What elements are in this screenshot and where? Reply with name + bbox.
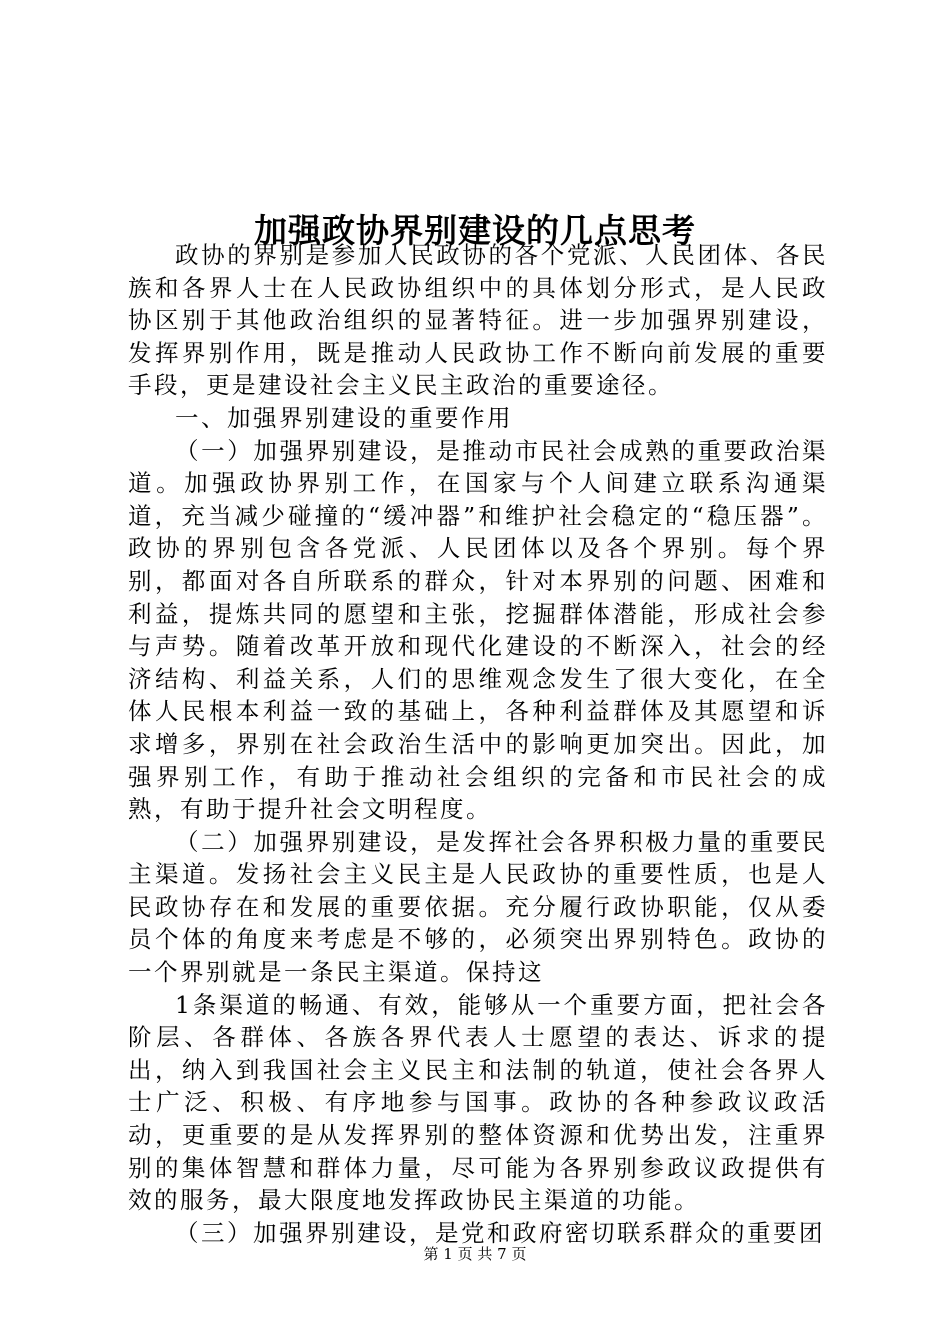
document-title: 加强政协界别建设的几点思考 — [254, 211, 696, 251]
document-body — [128, 239, 828, 1249]
body-paragraph: 1条渠道的畅通、有效，能够从一个重要方面，把社会各阶层、各群体、各族各界代表人士愿望的表达、诉求的提出，纳入到我国社会主义民主和法制的轨道，使社会各界人士广泛、积极、有序地参与国事。政协的各种参政议政活动，更重要的是从发挥界别的整体资源和优势出发，注重界别的集体智慧和群体力量，尽可能为各界别参政议政提供有效的服务，最大限度地发挥政协民主渠道的功能。 — [128, 990, 828, 1215]
body-paragraph: （三）加强界别建设，是党和政府密切联系群众的重要团 — [175, 1218, 825, 1247]
page-footer: 第 1 页 共 7 页 — [423, 1245, 527, 1263]
intro-paragraph: 政协的界别是参加人民政协的各个党派、人民团体、各民族和各界人士在人民政协组织中的具体划分形式，是人民政协区别于其他政治组织的显著特征。进一步加强界别建设，发挥界别作用，既是推动人民政协工作不断向前发展的重要手段，更是建设社会主义民主政治的重要途径。 — [128, 241, 828, 400]
section-heading: 一、加强界别建设的重要作用 — [175, 403, 513, 432]
body-paragraph: （一）加强界别建设，是推动市民社会成熟的重要政治渠道。加强政协界别工作，在国家与个人间建立联系沟通渠道，充当减少碰撞的“缓冲器”和维护社会稳定的“稳压器”。政协的界别包含各党派、人民团体以及各个界别。每个界别，都面对各自所联系的群众，针对本界别的问题、困难和利益，提炼共同的愿望和主张，挖掘群体潜能，形成社会参与声势。随着改革开放和现代化建设的不断深入，社会的经济结构、利益关系，人们的思维观念发生了很大变化，在全体人民根本利益一致的基础上，各种利益群体及其愿望和诉求增多，界别在社会政治生活中的影响更加突出。因此，加强界别工作，有助于推动社会组织的完备和市民社会的成熟，有助于提升社会文明程度。 — [128, 436, 828, 824]
body-paragraph: （二）加强界别建设，是发挥社会各界积极力量的重要民主渠道。发扬社会主义民主是人民政协的重要性质，也是人民政协存在和发展的重要依据。充分履行政协职能，仅从委员个体的角度来考虑是不够的，必须突出界别特色。政协的一个界别就是一条民主渠道。保持这 — [128, 827, 828, 987]
